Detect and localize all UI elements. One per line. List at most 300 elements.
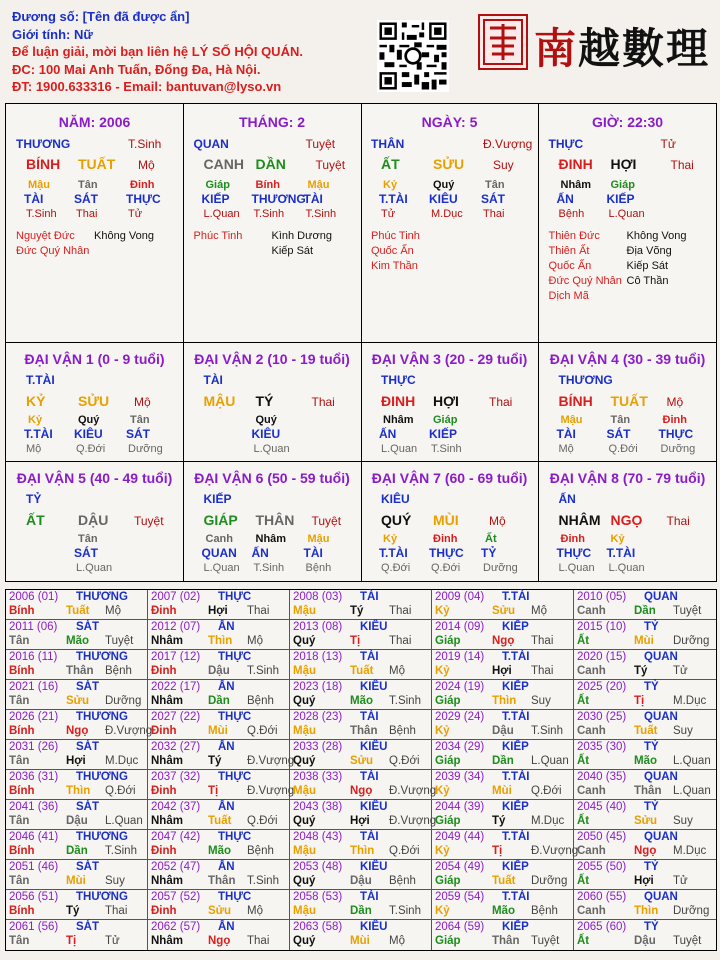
pillar-stage-top: Đ.Vượng xyxy=(483,137,533,151)
hidden-stage: L.Quan xyxy=(558,562,595,574)
year-cell xyxy=(6,800,148,830)
year-cell xyxy=(148,890,290,920)
year-cell xyxy=(6,680,148,710)
year-stem: Mậu xyxy=(293,725,316,737)
year-star: KIÊU xyxy=(360,921,388,933)
year-stage: Dưỡng xyxy=(673,905,710,917)
year-stage: T.Sinh xyxy=(247,665,279,677)
year-cell xyxy=(148,920,290,950)
year-stem: Tân xyxy=(9,815,30,827)
hidden-star: T.TÀI xyxy=(379,546,408,560)
dai-van-branch: MÙI xyxy=(433,512,459,528)
year-branch: Tý xyxy=(350,605,364,617)
pillar-branch: DẦN xyxy=(255,156,286,172)
year-cell xyxy=(148,590,290,620)
year-star: QUAN xyxy=(644,651,678,663)
year-label: 2036 (31) xyxy=(9,771,59,783)
hidden-star: T.TÀI xyxy=(606,546,636,560)
year-branch: Tý xyxy=(208,755,222,767)
year-stem: Kỷ xyxy=(435,785,450,797)
dai-van-branch: TUẤT xyxy=(610,393,648,409)
year-label: 2016 (11) xyxy=(9,651,58,663)
year-label: 2018 (13) xyxy=(293,651,343,663)
dai-van-stage: Thai xyxy=(489,395,513,409)
owner-label: Đương số: xyxy=(12,9,80,24)
year-branch: Thìn xyxy=(350,845,375,857)
year-branch: Thìn xyxy=(208,635,233,647)
hidden-star: KIÊU xyxy=(251,427,281,441)
year-cell xyxy=(574,890,716,920)
hidden-stage: Q.Đới xyxy=(608,443,638,455)
contact-line-1: Để luận giải, mời bạn liên hệ LÝ SỐ HỘI QUÁN. xyxy=(12,44,303,59)
god-right: Kiếp Sát xyxy=(271,245,314,257)
dai-van-stage: Tuyệt xyxy=(311,514,342,528)
year-stage: Tử xyxy=(673,665,688,677)
year-label: 2047 (42) xyxy=(151,831,201,843)
dai-van-title: ĐẠI VẬN 2 (10 - 19 tuổi) xyxy=(194,351,350,367)
dai-van-branch: DẬU xyxy=(78,512,109,528)
logo-text xyxy=(534,16,710,76)
year-star: QUAN xyxy=(644,831,678,843)
year-stage: M.Dục xyxy=(673,695,707,707)
year-stem: Canh xyxy=(577,605,606,617)
hidden-star: THỰC xyxy=(126,192,161,206)
year-stem: Nhâm xyxy=(151,875,183,887)
year-stage: Đ.Vượng xyxy=(389,785,437,797)
year-branch: Thân xyxy=(634,785,662,797)
dai-van-branch: HỢI xyxy=(433,393,459,409)
year-stage: Q.Đới xyxy=(105,785,136,797)
year-cell xyxy=(148,860,290,890)
year-stem: Canh xyxy=(577,905,606,917)
year-label: 2020 (15) xyxy=(577,651,627,663)
year-star: TÀI xyxy=(360,891,379,903)
logo-glyph-1: 南 xyxy=(534,24,579,73)
hidden-stage: L.Quan xyxy=(608,562,645,574)
year-star: THƯƠNG xyxy=(76,651,128,663)
dai-van-title: ĐẠI VẬN 6 (50 - 59 tuổi) xyxy=(194,470,350,486)
year-star: KIẾP xyxy=(502,861,529,873)
hidden-stem: Mậu xyxy=(307,179,330,191)
year-label: 2015 (10) xyxy=(577,621,627,633)
year-stage: T.Sinh xyxy=(105,845,137,857)
year-branch: Hợi xyxy=(350,815,370,827)
year-star: T.TÀI xyxy=(502,771,530,783)
year-stem: Tân xyxy=(9,635,30,647)
hidden-stage: Q.Đới xyxy=(431,562,461,574)
year-star: THỰC xyxy=(218,591,252,603)
dai-van-cell xyxy=(184,343,362,462)
year-cell xyxy=(432,830,579,860)
year-star: KIẾP xyxy=(502,801,529,813)
year-branch: Dậu xyxy=(208,665,230,677)
hidden-star: KIÊU xyxy=(74,427,103,441)
god-left: Thiên Đức xyxy=(548,230,600,242)
year-star: ẤN xyxy=(218,921,235,933)
hidden-star: T.TÀI xyxy=(24,427,53,441)
contact-line-3: ĐT: 1900.633316 - Email: bantuvan@lyso.vn xyxy=(12,79,282,94)
pillar-stage-top: Tử xyxy=(660,137,676,151)
year-cell xyxy=(432,650,574,680)
year-stem: Mậu xyxy=(293,845,316,857)
year-star: T.TÀI xyxy=(502,831,530,843)
year-branch: Sửu xyxy=(492,605,516,617)
year-label: 2006 (01) xyxy=(9,591,59,603)
year-cell xyxy=(148,830,290,860)
dai-van-title: ĐẠI VẬN 8 (70 - 79 tuổi) xyxy=(549,470,706,486)
year-stem: Mậu xyxy=(293,905,316,917)
year-stage: Bệnh xyxy=(389,725,416,737)
year-label: 2019 (14) xyxy=(435,651,485,663)
year-cell xyxy=(574,680,716,710)
year-branch: Sửu xyxy=(208,905,232,917)
year-stage: T.Sinh xyxy=(531,725,563,737)
year-cell xyxy=(432,680,574,710)
pillar-title: THÁNG: 2 xyxy=(238,114,306,130)
year-star: TÀI xyxy=(360,711,379,723)
year-branch: Dần xyxy=(634,605,656,617)
year-stem: Quý xyxy=(293,815,316,827)
year-cell xyxy=(290,890,432,920)
hidden-star: THƯƠNG xyxy=(251,192,306,206)
year-stage: L.Quan xyxy=(531,755,569,767)
year-star: SÁT xyxy=(76,681,99,693)
year-label: 2012 (07) xyxy=(151,621,201,633)
pillar-stage-top: T.Sinh xyxy=(128,137,162,151)
year-label: 2057 (52) xyxy=(151,891,201,903)
year-label: 2032 (27) xyxy=(151,741,201,753)
year-stage: Bệnh xyxy=(531,905,558,917)
dai-van-stage: Mộ xyxy=(666,395,684,409)
god-right: Cô Thần xyxy=(626,275,669,287)
year-stem: Tân xyxy=(9,935,30,947)
pillar-stage: Thai xyxy=(670,158,694,172)
year-cell xyxy=(432,590,574,620)
hidden-star: SÁT xyxy=(606,427,631,441)
year-label: 2025 (20) xyxy=(577,681,627,693)
pillar-cell xyxy=(539,104,717,343)
year-star: KIẾP xyxy=(502,681,529,693)
year-branch: Dần xyxy=(66,845,88,857)
year-star: THƯƠNG xyxy=(76,831,128,843)
year-branch: Tị xyxy=(66,935,77,947)
hidden-stem: Giáp xyxy=(610,179,635,191)
hidden-star: SÁT xyxy=(74,546,98,560)
year-stem: Nhâm xyxy=(151,695,183,707)
pillar-stem: CANH xyxy=(203,156,244,172)
year-stem: Kỷ xyxy=(435,665,450,677)
year-star: KIÊU xyxy=(360,861,388,873)
year-stem: Kỷ xyxy=(435,845,450,857)
year-star: ẤN xyxy=(218,861,235,873)
year-star: TÀI xyxy=(360,771,379,783)
year-stage: Thai xyxy=(389,605,412,617)
year-stem: Bính xyxy=(9,665,35,677)
pillar-stage-top: Tuyệt xyxy=(305,137,336,151)
hidden-star: ẤN xyxy=(379,427,397,441)
year-branch: Mão xyxy=(350,695,373,707)
hidden-stage: L.Quan xyxy=(608,208,645,220)
pillar-star: THÂN xyxy=(371,137,405,151)
year-cell xyxy=(6,830,148,860)
year-stage: Q.Đới xyxy=(389,845,420,857)
hidden-stem: Kỷ xyxy=(28,414,43,426)
year-label: 2014 (09) xyxy=(435,621,485,633)
year-branch: Thân xyxy=(492,935,520,947)
year-stem: Đinh xyxy=(151,845,177,857)
hidden-star: KIÊU xyxy=(429,192,458,206)
year-branch: Tị xyxy=(350,635,361,647)
year-stem: Mậu xyxy=(293,605,316,617)
year-stage: Bệnh xyxy=(247,845,274,857)
year-cell xyxy=(290,770,437,800)
dai-van-star: ẤN xyxy=(558,492,576,506)
year-star: THƯƠNG xyxy=(76,591,128,603)
hidden-star: ẤN xyxy=(251,546,269,560)
year-stage: Bệnh xyxy=(247,695,274,707)
year-cell xyxy=(6,890,148,920)
dai-van-star: KIẾP xyxy=(203,492,232,506)
year-stem: Giáp xyxy=(435,635,461,647)
brand-logo xyxy=(478,14,711,73)
hidden-stage: Dưỡng xyxy=(128,443,163,455)
pillar-stage: Suy xyxy=(493,158,514,172)
year-label: 2044 (39) xyxy=(435,801,485,813)
hidden-stage: Tử xyxy=(128,208,143,220)
god-left: Nguyệt Đức xyxy=(16,230,75,242)
year-cell xyxy=(6,590,148,620)
year-cell xyxy=(6,920,148,950)
year-stage: Tuyệt xyxy=(531,935,560,947)
year-label: 2042 (37) xyxy=(151,801,201,813)
year-branch: Tuất xyxy=(492,875,516,887)
year-stage: Suy xyxy=(105,875,125,887)
year-branch: Mão xyxy=(492,905,515,917)
year-stage: Q.Đới xyxy=(531,785,562,797)
year-stem: Đinh xyxy=(151,605,177,617)
year-branch: Tị xyxy=(208,785,219,797)
year-stage: Suy xyxy=(673,725,693,737)
year-cell xyxy=(148,740,295,770)
year-stem: Giáp xyxy=(435,875,461,887)
hidden-star: TỶ xyxy=(481,546,497,560)
hidden-stage: T.Sinh xyxy=(26,208,57,220)
god-left: Quốc Ấn xyxy=(548,260,592,272)
dai-van-star: TÀI xyxy=(203,373,223,387)
year-cell xyxy=(290,920,432,950)
year-stage: L.Quan xyxy=(673,755,711,767)
year-stem: Ất xyxy=(577,875,590,887)
year-stage: Bệnh xyxy=(105,665,132,677)
year-stage: Mộ xyxy=(389,935,405,947)
year-branch: Ngọ xyxy=(350,785,373,797)
gender-label: Giới tính: xyxy=(12,26,71,42)
year-stage: Thai xyxy=(247,605,270,617)
hidden-stem: Nhâm xyxy=(255,533,287,545)
dai-van-branch: NGỌ xyxy=(610,512,643,528)
god-left: Thiên Ất xyxy=(548,245,590,257)
hidden-stem: Mậu xyxy=(560,414,583,426)
hidden-stem: Nhâm xyxy=(383,414,414,426)
year-label: 2035 (30) xyxy=(577,741,627,753)
year-stage: Dưỡng xyxy=(531,875,568,887)
hidden-stage: Mộ xyxy=(26,443,42,455)
year-stem: Đinh xyxy=(151,905,177,917)
year-branch: Thìn xyxy=(634,905,659,917)
hidden-stem: Kỷ xyxy=(610,533,625,545)
year-stem: Canh xyxy=(577,665,606,677)
pillar-stem: ẤT xyxy=(381,156,400,172)
year-stem: Kỷ xyxy=(435,725,450,737)
dai-van-stage: Mộ xyxy=(134,395,151,409)
year-stem: Tân xyxy=(9,755,30,767)
year-label: 2010 (05) xyxy=(577,591,627,603)
dai-van-title: ĐẠI VẬN 1 (0 - 9 tuổi) xyxy=(24,351,165,367)
year-star: SÁT xyxy=(76,741,99,753)
hidden-stage: L.Quan xyxy=(203,562,240,574)
year-label: 2028 (23) xyxy=(293,711,343,723)
year-cell xyxy=(6,710,153,740)
qr-code-icon xyxy=(377,20,449,92)
year-cell xyxy=(6,620,148,650)
hidden-stem: Bính xyxy=(255,179,280,191)
pillar-branch: HỢI xyxy=(610,156,637,172)
year-star: TỶ xyxy=(644,741,659,753)
year-star: ẤN xyxy=(218,621,235,633)
hidden-stage: Thai xyxy=(76,208,98,220)
pillar-star: QUAN xyxy=(193,137,229,151)
year-branch: Tị xyxy=(634,695,645,707)
hidden-stem: Quý xyxy=(433,179,455,191)
pillar-title: NGÀY: 5 xyxy=(421,114,478,130)
god-left: Dịch Mã xyxy=(548,290,589,302)
year-stem: Ất xyxy=(577,635,590,647)
year-cell xyxy=(6,650,148,680)
pillar-stem: ĐINH xyxy=(558,156,593,172)
year-label: 2052 (47) xyxy=(151,861,201,873)
year-branch: Tuất xyxy=(208,815,232,827)
year-star: QUAN xyxy=(644,711,678,723)
year-cell xyxy=(6,740,148,770)
year-star: QUAN xyxy=(644,891,678,903)
year-branch: Tị xyxy=(492,845,503,857)
year-stem: Giáp xyxy=(435,755,461,767)
year-stage: T.Sinh xyxy=(247,875,279,887)
year-cell xyxy=(290,680,432,710)
year-cell xyxy=(148,800,290,830)
year-stem: Bính xyxy=(9,845,35,857)
year-cell xyxy=(432,800,574,830)
hidden-star: SÁT xyxy=(74,192,98,206)
year-star: T.TÀI xyxy=(502,891,530,903)
year-cell xyxy=(148,680,290,710)
year-branch: Sửu xyxy=(350,755,374,767)
year-star: ẤN xyxy=(218,801,235,813)
dai-van-stem: NHÂM xyxy=(558,512,601,528)
year-stage: Đ.Vượng xyxy=(247,785,295,797)
year-stage: Q.Đới xyxy=(247,815,278,827)
year-label: 2053 (48) xyxy=(293,861,343,873)
year-cell xyxy=(574,920,716,950)
year-cell xyxy=(574,830,716,860)
year-branch: Dậu xyxy=(634,935,656,947)
year-label: 2011 (06) xyxy=(9,621,58,633)
year-branch: Mùi xyxy=(66,875,86,887)
year-branch: Thìn xyxy=(492,695,517,707)
year-cell xyxy=(148,650,290,680)
year-cell xyxy=(432,710,574,740)
hidden-stage: Thai xyxy=(483,208,505,220)
year-label: 2033 (28) xyxy=(293,741,343,753)
year-stage: Tuyệt xyxy=(673,935,702,947)
year-stem: Quý xyxy=(293,635,316,647)
hidden-star: TÀI xyxy=(303,192,323,206)
year-cell xyxy=(432,890,574,920)
year-label: 2029 (24) xyxy=(435,711,485,723)
hidden-stem: Tân xyxy=(485,179,505,191)
hidden-stem: Tân xyxy=(78,533,98,545)
year-branch: Mùi xyxy=(350,935,370,947)
year-star: KIẾP xyxy=(502,921,529,933)
year-star: THỰC xyxy=(218,711,252,723)
pillar-title: GIỜ: 22:30 xyxy=(591,114,664,130)
hidden-stage: T.Sinh xyxy=(253,208,285,220)
hidden-star: THỰC xyxy=(429,546,464,560)
year-star: SÁT xyxy=(76,921,99,933)
year-label: 2062 (57) xyxy=(151,921,201,933)
year-label: 2058 (53) xyxy=(293,891,343,903)
year-cell xyxy=(574,740,716,770)
year-branch: Ngọ xyxy=(492,635,515,647)
year-label: 2065 (60) xyxy=(577,921,627,933)
hidden-stage: M.Dục xyxy=(431,208,463,220)
year-star: THỰC xyxy=(218,771,252,783)
hidden-stem: Kỷ xyxy=(383,533,398,545)
year-label: 2013 (08) xyxy=(293,621,343,633)
year-stem: Canh xyxy=(577,725,606,737)
year-stem: Giáp xyxy=(435,935,461,947)
year-stem: Đinh xyxy=(151,785,177,797)
year-stage: Mộ xyxy=(247,635,263,647)
year-label: 2008 (03) xyxy=(293,591,343,603)
year-label: 2055 (50) xyxy=(577,861,627,873)
year-stage: Tuyệt xyxy=(673,605,702,617)
year-stem: Giáp xyxy=(435,815,461,827)
year-branch: Mão xyxy=(208,845,231,857)
dai-van-title: ĐẠI VẬN 7 (60 - 69 tuổi) xyxy=(371,470,528,486)
hidden-star: KIẾP xyxy=(201,192,230,206)
year-branch: Tuất xyxy=(66,605,90,617)
year-stem: Quý xyxy=(293,935,316,947)
year-cell xyxy=(148,620,290,650)
year-star: QUAN xyxy=(644,591,678,603)
logo-glyph-rest: 越數理 xyxy=(578,24,711,73)
year-cell xyxy=(290,710,432,740)
year-star: TÀI xyxy=(360,831,379,843)
year-label: 2022 (17) xyxy=(151,681,201,693)
dai-van-cell xyxy=(539,462,717,581)
dai-van-stem: BÍNH xyxy=(558,393,593,409)
year-stem: Ất xyxy=(577,935,590,947)
pillar-star: THƯƠNG xyxy=(16,137,71,151)
year-cell xyxy=(290,590,432,620)
year-star: KIÊU xyxy=(360,621,388,633)
year-stem: Mậu xyxy=(293,665,316,677)
hidden-stem: Tân xyxy=(130,414,150,426)
year-branch: Dậu xyxy=(66,815,88,827)
year-cell xyxy=(574,590,716,620)
god-left: Quốc Ấn xyxy=(371,245,414,257)
